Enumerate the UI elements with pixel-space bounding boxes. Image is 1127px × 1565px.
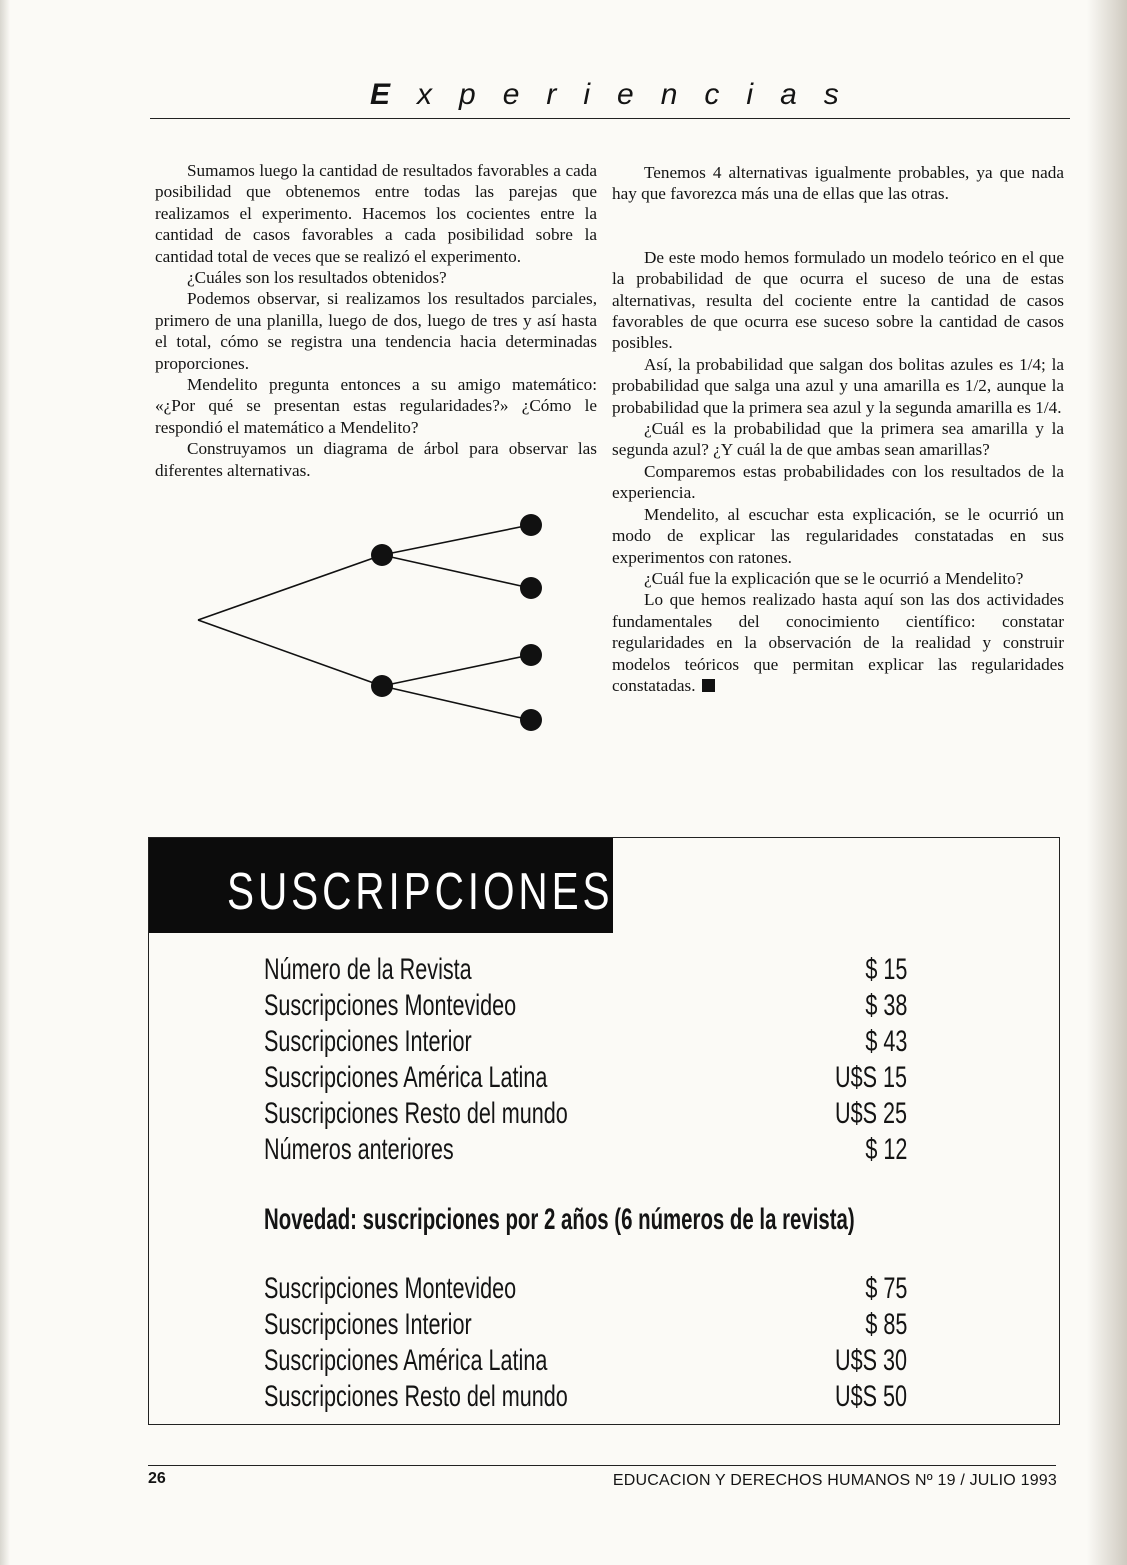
- paragraph: Mendelito, al escuchar esta explicación, se le ocurrió un modo de explicar las regularidades constatadas en sus experimentos con ratones.: [612, 504, 1064, 567]
- tree-branch: [382, 555, 530, 588]
- price-value: $ 38: [864, 989, 907, 1022]
- section-header: [150, 78, 1070, 119]
- price-value: $ 12: [864, 1133, 907, 1166]
- price-row: [264, 1025, 907, 1059]
- price-value: U$S 50: [834, 1380, 907, 1413]
- paragraph: Mendelito pregunta entonces a su amigo matemático: «¿Por qué se presentan estas regularidades?» ¿Cómo le respondió el matemático a Mendelito?: [155, 375, 597, 437]
- page-edge-shadow-right: [1087, 0, 1127, 1565]
- tree-branch: [198, 620, 382, 686]
- section-title-rest: xperiencias: [417, 78, 866, 111]
- tree-leaf: [520, 644, 542, 666]
- price-row: [264, 1097, 907, 1131]
- price-label: Suscripciones Interior: [264, 1025, 472, 1058]
- price-label: Suscripciones América Latina: [264, 1061, 548, 1094]
- novedad-heading: Novedad: suscripciones por 2 años (6 números de la revista): [264, 1203, 855, 1236]
- price-value: $ 85: [864, 1308, 907, 1341]
- paragraph: ¿Cuáles son los resultados obtenidos?: [187, 268, 447, 288]
- price-label: Suscripciones Resto del mundo: [264, 1380, 568, 1413]
- price-value: U$S 15: [834, 1061, 907, 1094]
- right-column: [612, 162, 1064, 696]
- tree-leaf: [520, 709, 542, 731]
- price-row: [264, 953, 907, 987]
- tree-branch: [382, 655, 530, 686]
- price-label: Suscripciones Resto del mundo: [264, 1097, 568, 1130]
- publication-info: EDUCACION Y DERECHOS HUMANOS Nº 19 / JULIO 1993: [612, 1472, 1057, 1489]
- end-mark-icon: [702, 679, 715, 692]
- tree-branch: [382, 525, 530, 555]
- tree-node: [371, 675, 393, 697]
- price-label: Números anteriores: [264, 1133, 454, 1166]
- tree-diagram: [190, 510, 560, 750]
- paragraph: Así, la probabilidad que salgan dos bolitas azules es 1/4; la probabilidad que salga una azul y una amarilla es 1/2, aunque la probabilidad que la primera sea azul y la segunda amarilla es 1/4.: [612, 354, 1064, 417]
- price-value: U$S 25: [834, 1097, 907, 1130]
- price-value: $ 15: [864, 953, 907, 986]
- price-label: Suscripciones Interior: [264, 1308, 472, 1341]
- paragraph: ¿Cuál es la probabilidad que la primera sea amarilla y la segunda azul? ¿Y cuál la de que ambas sean amarillas?: [612, 419, 1064, 460]
- footer-rule: [148, 1465, 1056, 1466]
- page-edge-shadow-left: [0, 0, 10, 1565]
- price-row: [264, 1308, 907, 1342]
- section-title: [370, 78, 870, 112]
- tree-branch: [382, 686, 530, 720]
- tree-branch: [198, 555, 382, 620]
- price-value: $ 75: [864, 1272, 907, 1305]
- tree-leaf: [520, 577, 542, 599]
- price-label: Suscripciones Montevideo: [264, 1272, 517, 1305]
- price-label: Número de la Revista: [264, 953, 472, 986]
- price-row: [264, 1344, 907, 1378]
- final-paragraph: [612, 589, 1064, 696]
- tree-node: [371, 544, 393, 566]
- paragraph: Podemos observar, si realizamos los resultados parciales, primero de una planilla, luego de dos, luego de tres y así hasta el total, cómo se registra una tendencia hacia determinadas proporciones.: [155, 289, 597, 373]
- price-row: [264, 1272, 907, 1306]
- paragraph: De este modo hemos formulado un modelo teórico en el que la probabilidad de que ocurra el suceso de una de estas alternativas, resulta del cociente entre la cantidad de casos favorables de que ocurra ese suceso sobre la cantidad de casos posibles.: [612, 247, 1064, 353]
- paragraph: Comparemos estas probabilidades con los resultados de la experiencia.: [612, 461, 1064, 503]
- paragraph-text: Lo que hemos realizado hasta aquí son las dos actividades fundamentales del conocimiento científico: constatar regularidades en la observación de la realidad y construir modelos teóricos que permitan explicar las regularidades constatadas.: [612, 590, 1064, 695]
- page-number: 26: [148, 1470, 166, 1487]
- paragraph: Tenemos 4 alternativas igualmente probables, ya que nada hay que favorezca más una de ellas que las otras.: [612, 163, 1064, 204]
- subscriptions-title: SUSCRIPCIONES: [227, 863, 614, 921]
- price-row: [264, 989, 907, 1023]
- price-row: [264, 1380, 907, 1414]
- price-value: $ 43: [864, 1025, 907, 1058]
- paragraph: Sumamos luego la cantidad de resultados favorables a cada posibilidad que obtenemos entre todas las parejas que realizamos el experimento. Hacemos los cocientes entre la cantidad de casos favorables a cada posibilidad sobre la cantidad total de veces que se realizó el experimento.: [155, 161, 597, 266]
- price-label: Suscripciones Montevideo: [264, 989, 517, 1022]
- subscriptions-header: [149, 838, 613, 933]
- paragraph: Construyamos un diagrama de árbol para observar las diferentes alternativas.: [155, 439, 597, 480]
- subscriptions-box: [148, 837, 1060, 1425]
- section-title-initial: E: [370, 78, 418, 111]
- paragraph: ¿Cuál fue la explicación que se le ocurrió a Mendelito?: [644, 568, 1024, 588]
- tree-leaf: [520, 514, 542, 536]
- price-value: U$S 30: [834, 1344, 907, 1377]
- price-label: Suscripciones América Latina: [264, 1344, 548, 1377]
- price-row: [264, 1061, 907, 1095]
- left-column: [155, 160, 597, 481]
- price-row: [264, 1133, 907, 1167]
